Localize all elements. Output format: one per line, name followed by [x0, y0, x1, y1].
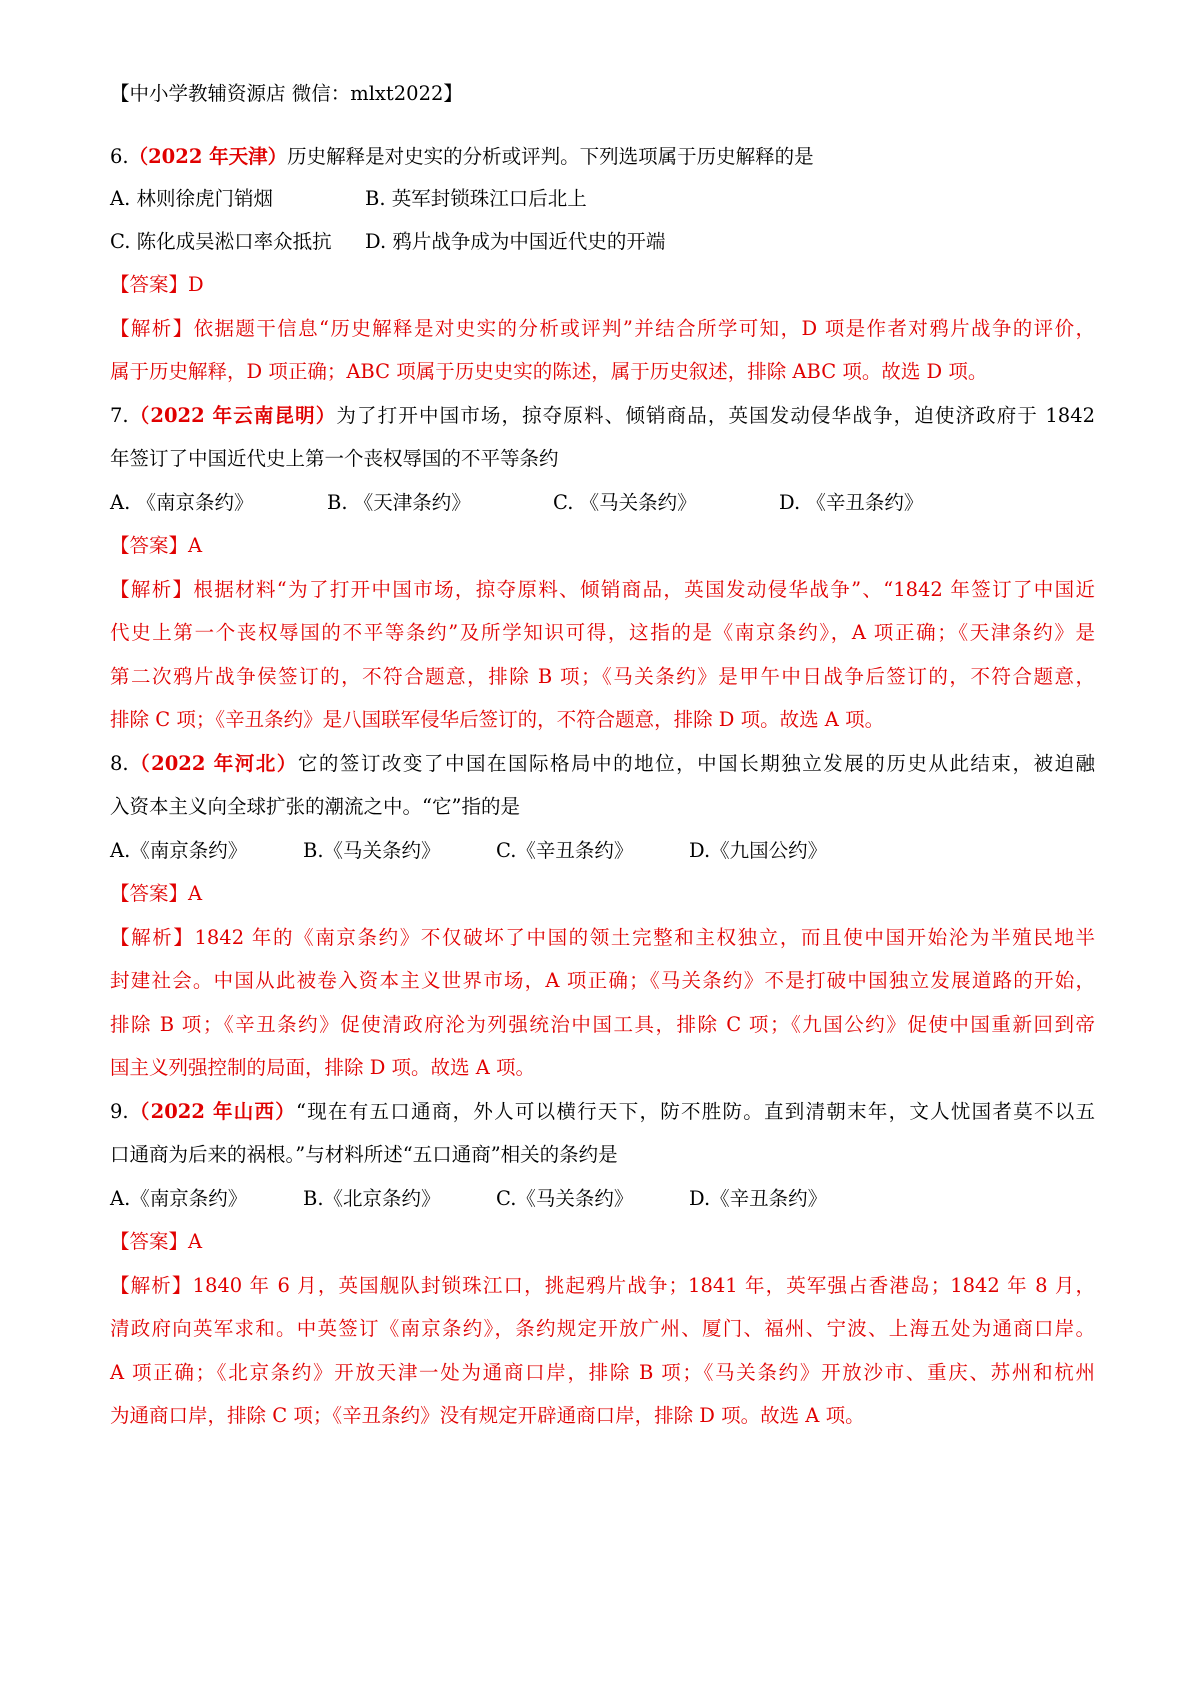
q7-answer: [110, 533, 1095, 559]
q9-source: （2022 年山西）: [128, 1100, 297, 1123]
q9-stem-line-1: [110, 1099, 1095, 1125]
q7-option-c: C. 《马关条约》: [553, 491, 697, 514]
q8-number: 8.: [110, 752, 129, 775]
q6-answer-value: D: [188, 273, 204, 296]
q9-stem-text-1: “现在有五口通商，外人可以横行天下，防不胜防。直到清朝末年，文人忧国者莫不以五: [296, 1100, 1095, 1123]
q6-option-d: D. 鸦片战争成为中国近代史的开端: [365, 230, 666, 253]
q9-analysis-line-3: A 项正确；《北京条约》开放天津一处为通商口岸，排除 B 项；《马关条约》开放沙市、重庆、苏州和杭州: [110, 1361, 1095, 1384]
q8-stem-line-1: [110, 751, 1095, 777]
q7-analysis-line-1: [110, 577, 1095, 603]
q8-option-c: C.《辛丑条约》: [496, 839, 634, 862]
q6-option-c: C. 陈化成吴淞口率众抵抗: [110, 230, 332, 253]
q7-source: （2022 年云南昆明）: [128, 404, 337, 427]
q7-number: 7.: [110, 404, 129, 427]
q6-source: （2022 年天津）: [128, 145, 288, 168]
q6-option-b: B. 英军封锁珠江口后北上: [365, 187, 587, 210]
q8-source: （2022 年河北）: [128, 752, 298, 775]
q6-answer-label: 【答案】: [110, 273, 189, 296]
q9-analysis-line-2: 清政府向英军求和。中英签订《南京条约》，条约规定开放广州、厦门、福州、宁波、上海五处为通商口岸。: [110, 1317, 1095, 1340]
q6-answer: [110, 272, 1095, 298]
q9-answer: [110, 1229, 1095, 1255]
q6-analysis-line-1: [110, 316, 1095, 342]
q7-analysis-label: 【解析】: [110, 578, 194, 601]
q8-option-a: A.《南京条约》: [110, 839, 248, 862]
q7-analysis-text-1: 根据材料“为了打开中国市场，掠夺原料、倾销商品，英国发动侵华战争”、“1842 年签订了中国近: [193, 578, 1095, 601]
q6-number: 6.: [110, 145, 129, 168]
q8-analysis-line-2: 封建社会。中国从此被卷入资本主义世界市场，A 项正确；《马关条约》不是打破中国独立发展道路的开始，: [110, 969, 1095, 992]
q7-stem-text-1: 为了打开中国市场，掠夺原料、倾销商品，英国发动侵华战争，迫使济政府于 1842: [336, 404, 1096, 427]
q7-stem-line-2: 年签订了中国近代史上第一个丧权辱国的不平等条约: [110, 447, 559, 470]
q8-stem-line-2: 入资本主义向全球扩张的潮流之中。“它”指的是: [110, 795, 520, 818]
q6-analysis-line-2: 属于历史解释，D 项正确；ABC 项属于历史史实的陈述，属于历史叙述，排除 ABC 项。故选 D 项。: [110, 360, 988, 383]
q9-stem-line-2: 口通商为后来的祸根。”与材料所述“五口通商”相关的条约是: [110, 1143, 618, 1166]
q9-option-b: B.《北京条约》: [303, 1187, 441, 1210]
q7-analysis-line-3: 第二次鸦片战争侯签订的，不符合题意，排除 B 项；《马关条约》是甲午中日战争后签订的，不符合题意，: [110, 665, 1095, 688]
q8-stem-text-1: 它的签订改变了中国在国际格局中的地位，中国长期独立发展的历史从此结束，被迫融: [297, 752, 1095, 775]
q8-option-d: D.《九国公约》: [689, 839, 828, 862]
q9-option-d: D.《辛丑条约》: [689, 1187, 828, 1210]
q8-answer-label: 【答案】: [110, 882, 189, 905]
q8-analysis-line-3: 排除 B 项；《辛丑条约》促使清政府沦为列强统治中国工具，排除 C 项；《九国公约》促使中国重新回到帝: [110, 1013, 1095, 1036]
q9-analysis-text-1: 1840 年 6 月，英国舰队封锁珠江口，挑起鸦片战争；1841 年，英军强占香港岛；1842 年 8 月，: [192, 1274, 1095, 1297]
q9-option-c: C.《马关条约》: [496, 1187, 634, 1210]
q8-answer: [110, 881, 1095, 907]
q8-analysis-text-1: 1842 年的《南京条约》不仅破坏了中国的领土完整和主权独立，而且使中国开始沦为半殖民地半: [194, 926, 1095, 949]
q7-analysis-line-2: 代史上第一个丧权辱国的不平等条约”及所学知识可得，这指的是《南京条约》，A 项正确；《天津条约》是: [110, 621, 1095, 644]
header-watermark: 【中小学教辅资源店 微信：mlxt2022】: [110, 82, 463, 105]
q6-analysis-text-1: 依据题干信息“历史解释是对史实的分析或评判”并结合所学可知，D 项是作者对鸦片战争的评价，: [193, 317, 1095, 340]
q9-number: 9.: [110, 1100, 129, 1123]
q9-answer-label: 【答案】: [110, 1230, 189, 1253]
q7-option-d: D. 《辛丑条约》: [779, 491, 924, 514]
q7-option-b: B. 《天津条约》: [327, 491, 471, 514]
q7-answer-value: A: [188, 534, 203, 557]
q9-answer-value: A: [188, 1230, 203, 1253]
q6-analysis-label: 【解析】: [110, 317, 194, 340]
q6-stem: [110, 144, 1095, 170]
q7-stem-line-1: [110, 403, 1095, 429]
q9-option-a: A.《南京条约》: [110, 1187, 248, 1210]
q9-analysis-line-4: 为通商口岸，排除 C 项；《辛丑条约》没有规定开辟通商口岸，排除 D 项。故选 A 项。: [110, 1404, 865, 1427]
q7-answer-label: 【答案】: [110, 534, 189, 557]
q9-analysis-line-1: [110, 1273, 1095, 1299]
q6-option-a: A. 林则徐虎门销烟: [110, 187, 273, 210]
q8-analysis-line-4: 国主义列强控制的局面，排除 D 项。故选 A 项。: [110, 1056, 536, 1079]
q7-option-a: A. 《南京条约》: [110, 491, 254, 514]
q8-answer-value: A: [188, 882, 203, 905]
q8-option-b: B.《马关条约》: [303, 839, 441, 862]
q8-analysis-line-1: [110, 925, 1095, 951]
q8-analysis-label: 【解析】: [110, 926, 195, 949]
q6-stem-text: 历史解释是对史实的分析或评判。下列选项属于历史解释的是: [287, 145, 814, 168]
q7-analysis-line-4: 排除 C 项；《辛丑条约》是八国联军侵华后签订的，不符合题意，排除 D 项。故选 A 项。: [110, 708, 885, 731]
q9-analysis-label: 【解析】: [110, 1274, 193, 1297]
